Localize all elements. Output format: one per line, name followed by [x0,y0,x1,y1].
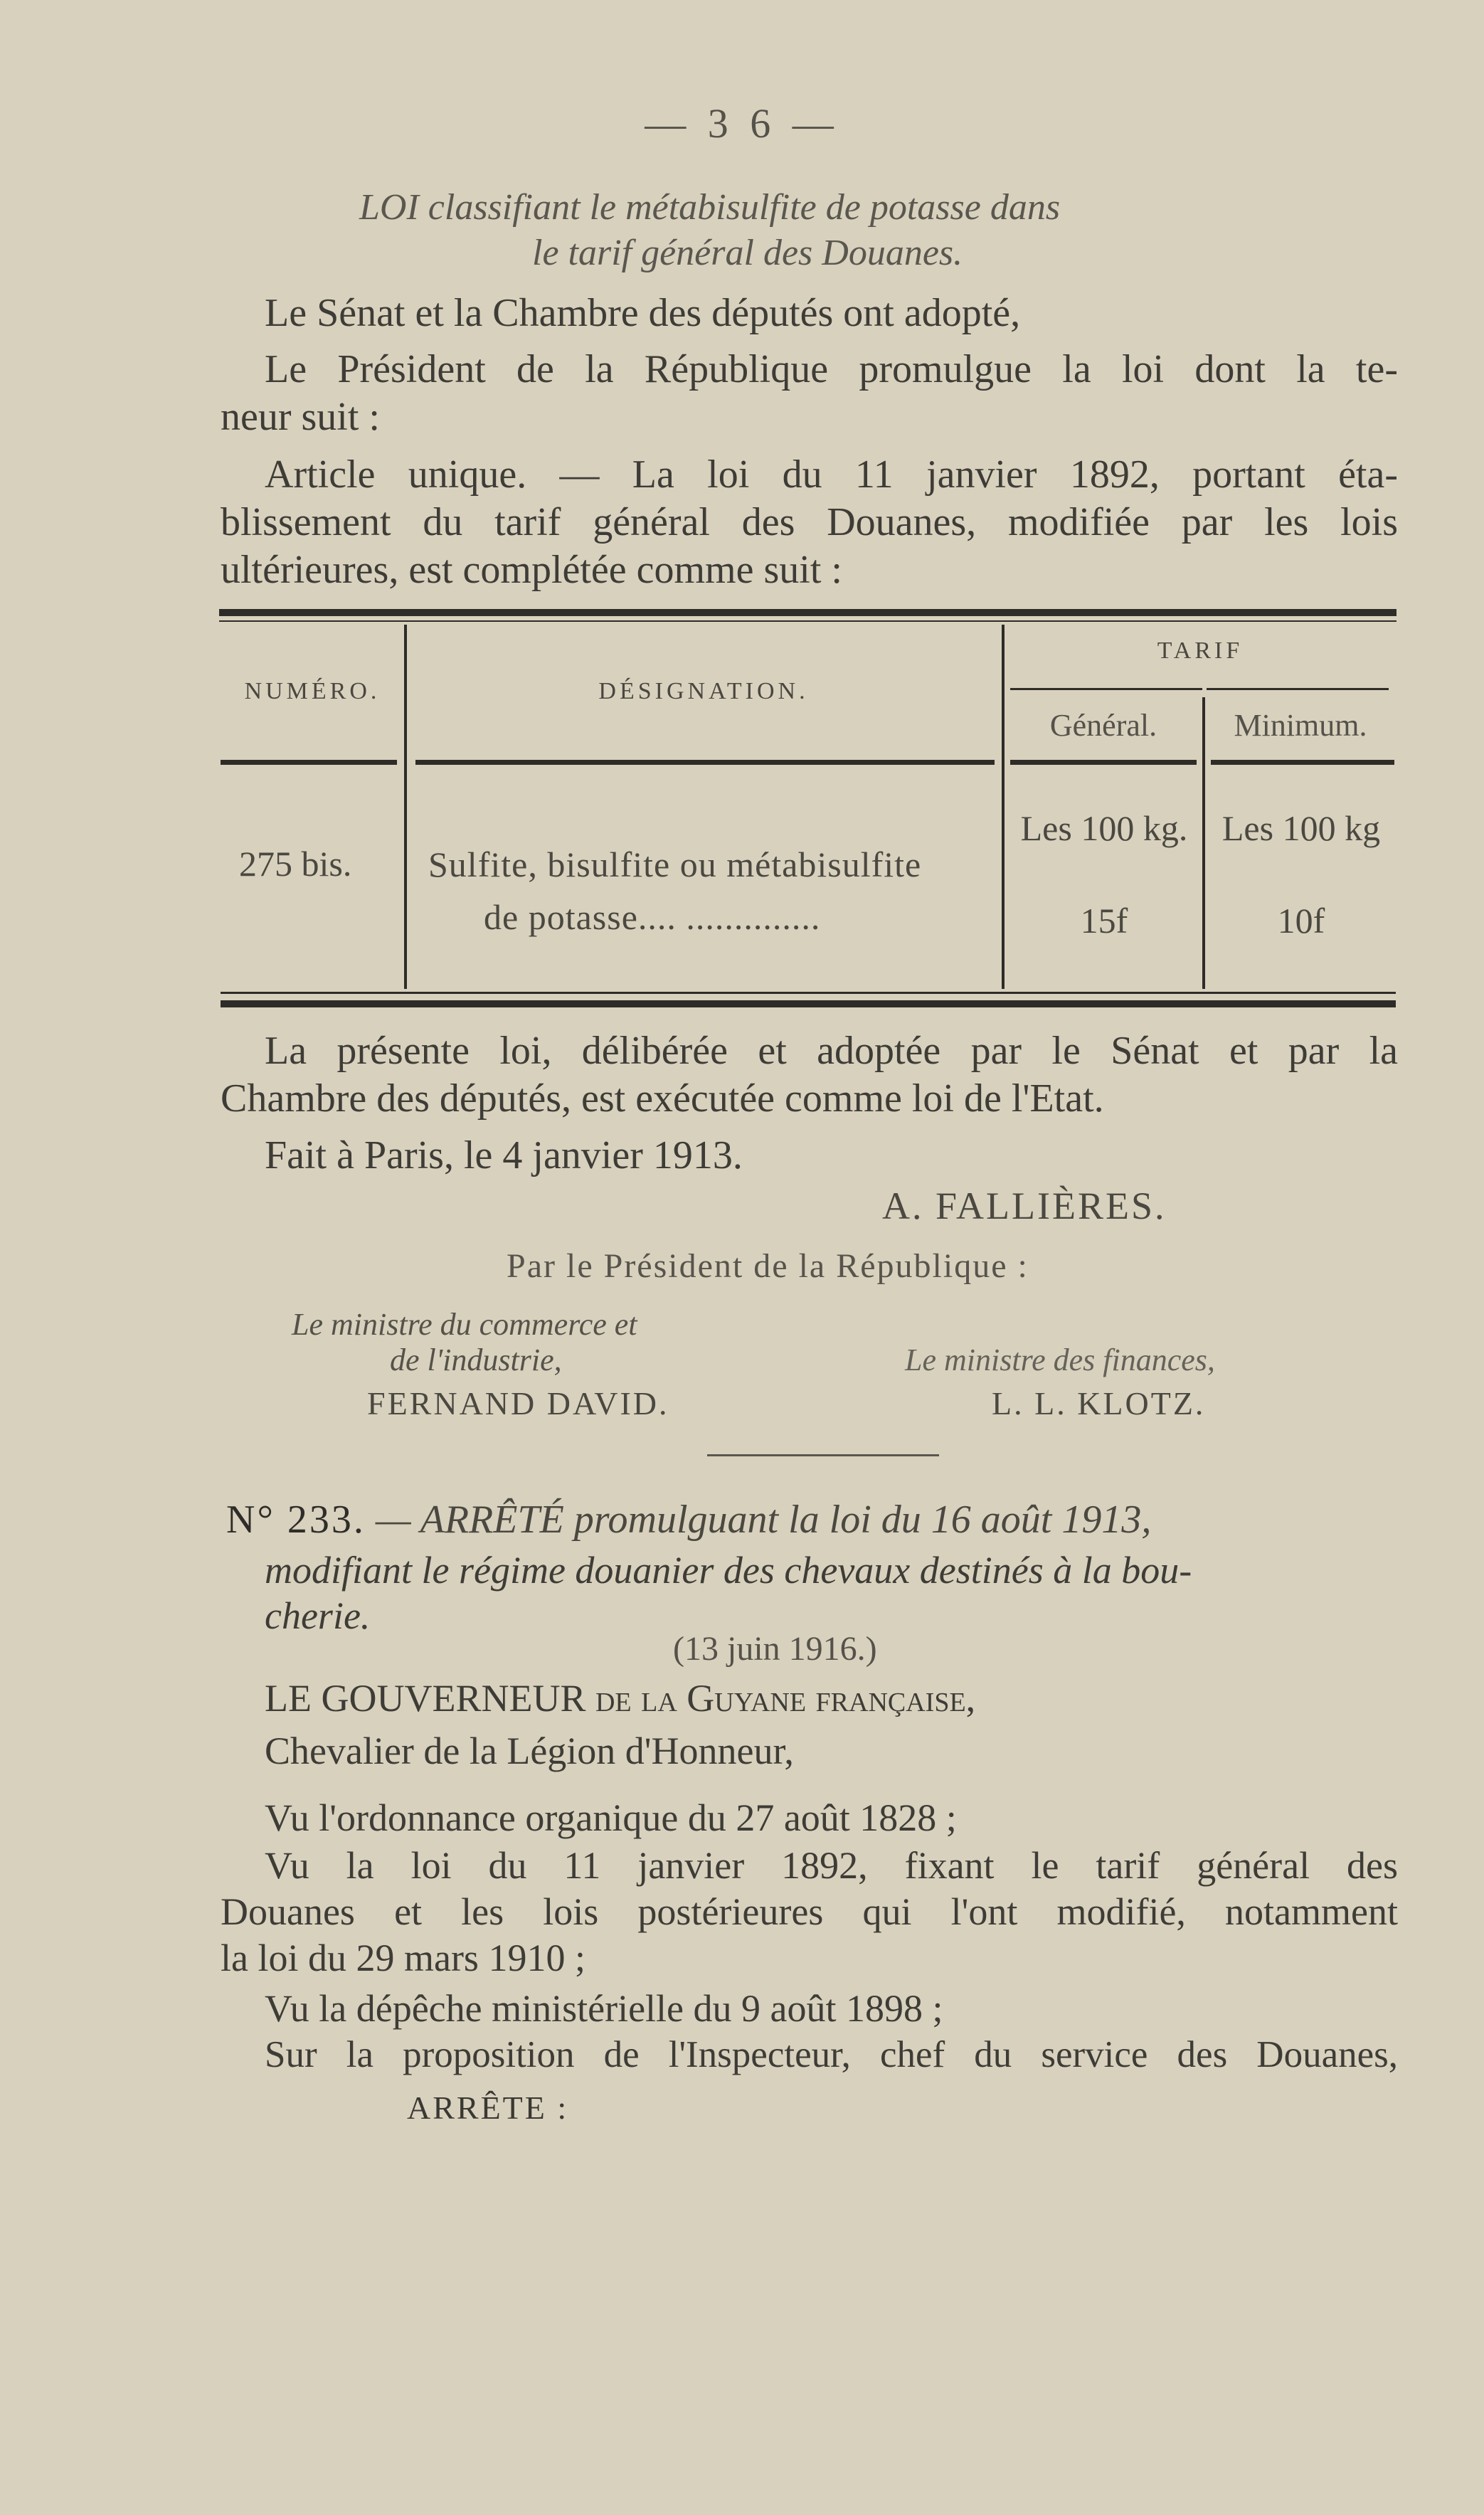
tarif-brace-left [1010,688,1202,690]
minister-finance-name: L. L. KLOTZ. [992,1385,1206,1421]
header-rule [1010,760,1197,765]
minister-commerce-name: FERNAND DAVID. [367,1385,669,1421]
law-title-line1: LOI classifiant le métabisulfite de potasse dans [359,187,1061,228]
table-top-rule-thin [219,620,1396,622]
decree-chevalier: Chevalier de la Légion d'Honneur, [265,1730,794,1772]
decree-title-line1 [226,1497,1151,1542]
decree-vu2 [221,1843,1398,1981]
law-title-line2: le tarif général des Douanes. [532,233,963,273]
decree-number: N° 233. [226,1498,366,1542]
decree-title-text: — ARRÊTÉ promulguant la loi du 16 août 1913, [375,1498,1152,1542]
header-rule [221,760,397,765]
row-numero: 275 bis. [239,844,352,884]
text-line: Le Président de la République promulgue la loi dont la te- [265,347,1398,391]
section-divider [707,1454,939,1456]
president-signature: A. FALLIÈRES. [882,1185,1167,1227]
header-numero: NUMÉRO. [244,678,381,704]
minister-finance-title: Le ministre des finances, [905,1343,1215,1377]
table-bottom-rule-thin [221,992,1396,994]
row-designation-line1: Sulfite, bisulfite ou métabisulfite [428,844,922,884]
decree-title-line2: modifiant le régime douanier des chevaux destinés à la bou- [265,1549,1192,1592]
text-line: Douanes et les lois postérieures qui l'ont modifié, notamment [221,1890,1398,1933]
header-rule [415,760,995,765]
tarif-brace-right [1207,688,1389,690]
decree-vu3: Vu la dépêche ministérielle du 9 août 1898 ; [265,1987,943,2030]
minister-commerce-line2: de l'industrie, [390,1343,562,1377]
header-designation: DÉSIGNATION. [598,678,809,704]
row-general-value: 15f [1080,901,1128,941]
by-president: Par le Président de la République : [507,1247,1029,1285]
text-line: neur suit : [221,395,380,439]
closing-paragraph [221,1027,1398,1123]
text-line: Chambre des députés, est exécutée comme loi de l'Etat. [221,1076,1104,1121]
header-minimum: Minimum. [1234,708,1367,743]
closing-done: Fait à Paris, le 4 janvier 1913. [265,1133,743,1177]
table-vline [1002,625,1005,989]
header-tarif: TARIF [1157,637,1244,664]
law-intro: Le Sénat et la Chambre des députés ont adopté, [265,291,1021,335]
table-bottom-rule [221,1000,1396,1007]
text-line: La présente loi, délibérée et adoptée par le Sénat et par la [265,1029,1398,1073]
minister-commerce-line1: Le ministre du commerce et [292,1307,637,1342]
text-line: Vu la loi du 11 janvier 1892, fixant le tarif général des [265,1844,1398,1887]
row-designation-line2: de potasse.... .............. [484,897,821,937]
law-article-paragraph [221,451,1398,594]
decree-title-line3: cherie. [265,1594,371,1637]
row-general-unit: Les 100 kg. [1020,808,1188,848]
text-line: blissement du tarif général des Douanes, modifiée par les lois [221,500,1398,544]
text-line: Article unique. — La loi du 11 janvier 1892, portant éta- [265,452,1398,497]
decree-arrete: ARRÊTE : [407,2090,569,2126]
header-general: Général. [1049,708,1157,743]
decree-governor: LE GOUVERNEUR de la Guyane française, [265,1677,976,1720]
row-minimum-unit: Les 100 kg [1221,808,1381,848]
decree-proposal: Sur la proposition de l'Inspecteur, chef du service des Douanes, [265,2034,1398,2075]
text-line: ultérieures, est complétée comme suit : [221,548,842,592]
table-top-rule [219,609,1396,616]
text-line: la loi du 29 mars 1910 ; [221,1937,585,1979]
decree-vu1: Vu l'ordonnance organique du 27 août 1828 ; [265,1796,957,1839]
row-minimum-value: 10f [1277,901,1325,941]
page-number: — 3 6 — [645,100,839,147]
header-rule [1211,760,1394,765]
law-president-paragraph [221,346,1398,441]
decree-date: (13 juin 1916.) [673,1630,877,1668]
